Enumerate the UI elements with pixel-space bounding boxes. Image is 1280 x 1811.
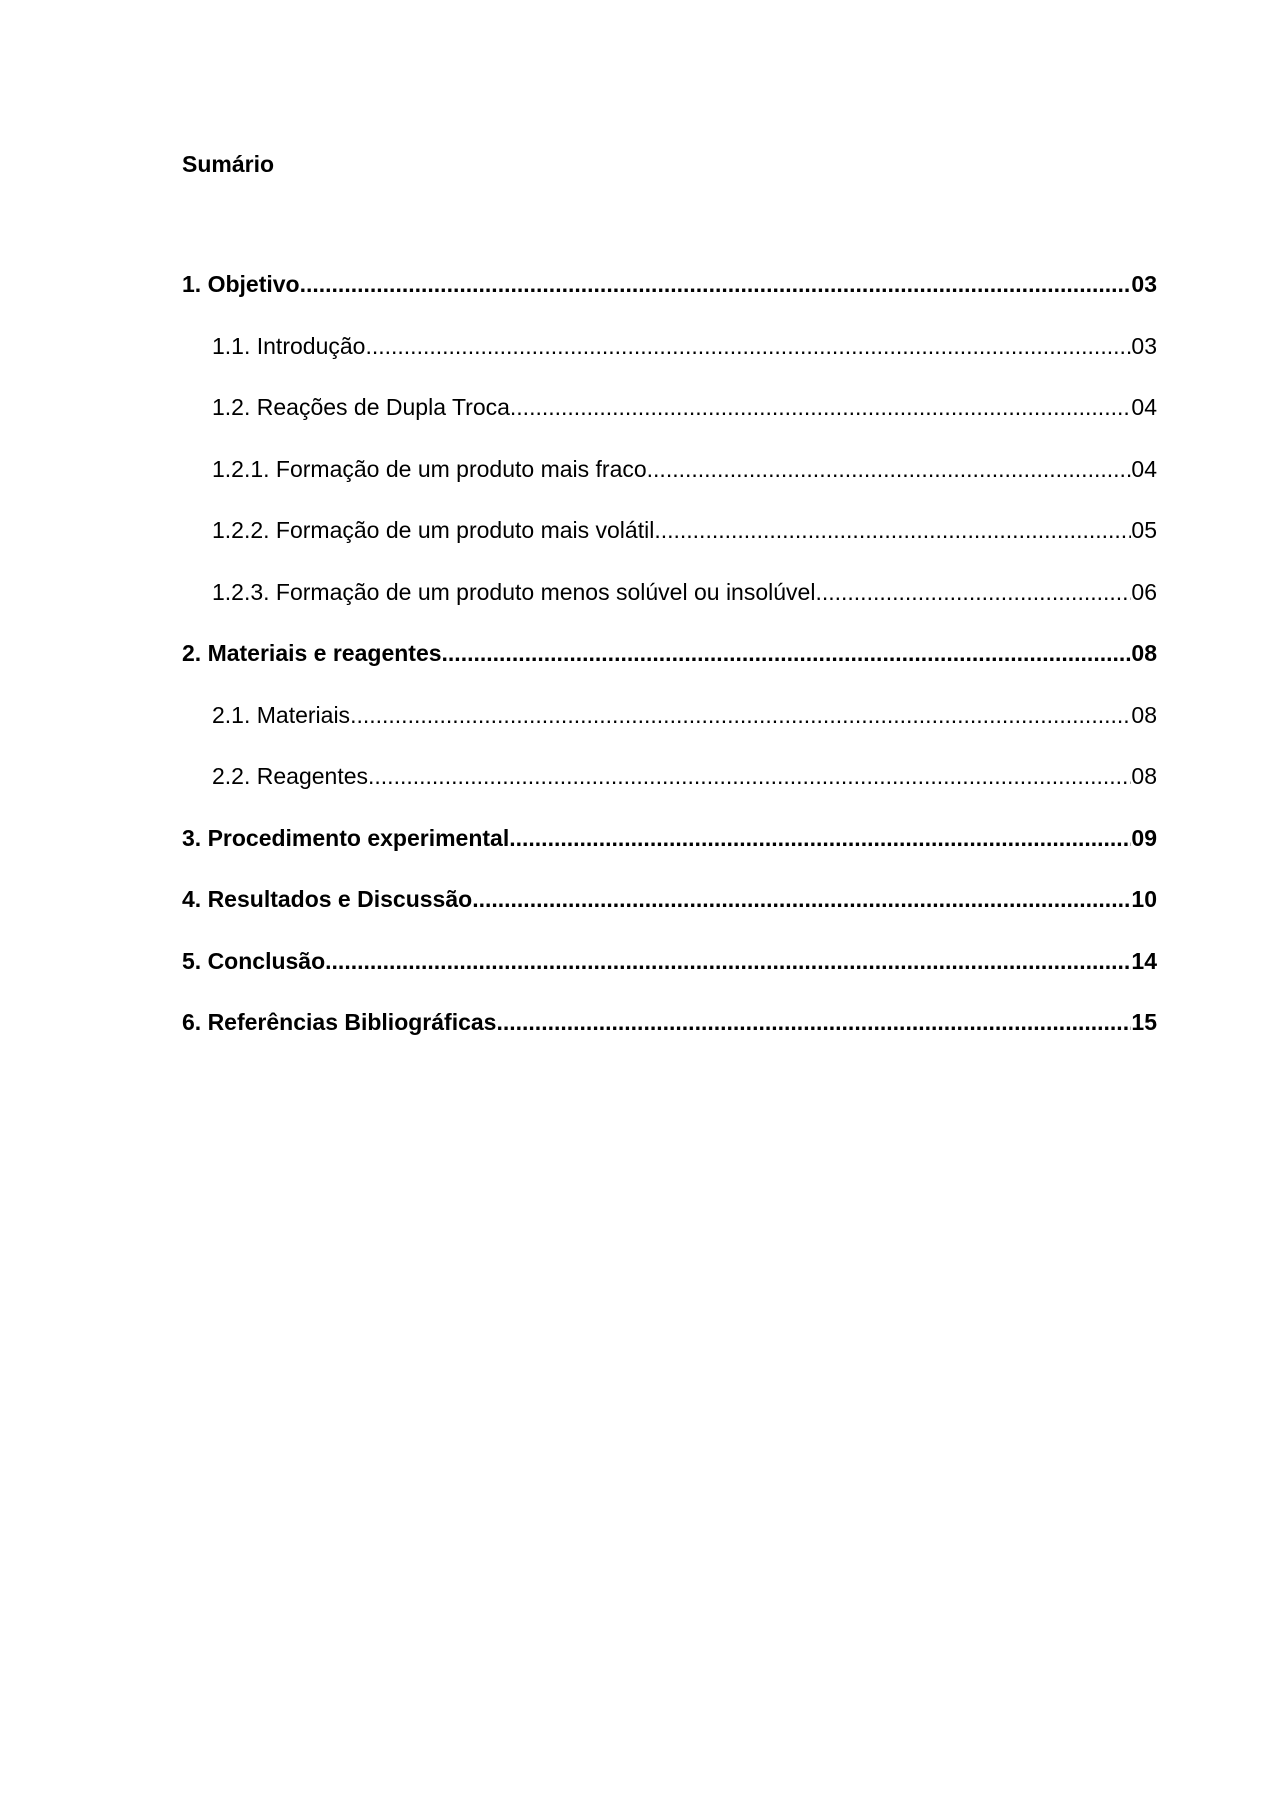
toc-entry-label: 1.2.1. Formação de um produto mais fraco [212, 455, 647, 482]
toc-entry-introducao[interactable] [182, 332, 1157, 394]
toc-page-number: 08 [1131, 701, 1157, 728]
dot-leader [815, 578, 1131, 606]
toc-entry-reagentes[interactable] [182, 762, 1157, 824]
toc-page-number: 08 [1131, 763, 1157, 789]
toc-page-number: 04 [1131, 394, 1157, 420]
table-of-contents [182, 270, 1157, 1070]
toc-entry-produto-mais-fraco[interactable] [182, 455, 1157, 517]
dot-leader [510, 393, 1132, 421]
toc-entry-label: 1.2. Reações de Dupla Troca [212, 394, 510, 420]
dot-leader [350, 701, 1131, 729]
toc-entry-label: 2.2. Reagentes [212, 763, 369, 789]
toc-entry-label: 2. Materiais e reagentes [182, 640, 442, 666]
toc-entry-label: 2.1. Materiais [212, 701, 351, 728]
dot-leader [300, 270, 1132, 298]
toc-entry-objetivo[interactable] [182, 270, 1157, 332]
toc-page-number: 09 [1131, 824, 1157, 851]
toc-entry-resultados[interactable] [182, 885, 1157, 947]
toc-entry-referencias[interactable] [182, 1008, 1157, 1070]
dot-leader [472, 885, 1131, 913]
page-title: Sumário [182, 151, 275, 177]
dot-leader [442, 639, 1132, 667]
toc-entry-produto-mais-volatil[interactable] [182, 516, 1157, 578]
toc-page-number: 06 [1131, 578, 1157, 605]
toc-page-number: 14 [1131, 947, 1157, 974]
toc-entry-label: 1. Objetivo [182, 271, 300, 297]
toc-entry-conclusao[interactable] [182, 947, 1157, 1009]
toc-entry-materiais-reagentes[interactable] [182, 639, 1157, 701]
toc-page-number: 05 [1131, 517, 1157, 543]
toc-page-number: 03 [1131, 271, 1157, 297]
toc-entry-procedimento[interactable] [182, 824, 1157, 886]
toc-entry-label: 3. Procedimento experimental [182, 824, 510, 851]
toc-entry-label: 1.2.2. Formação de um produto mais volátil [212, 517, 655, 543]
toc-entry-reacoes-dupla-troca[interactable] [182, 393, 1157, 455]
toc-entry-label: 5. Conclusão [182, 947, 326, 974]
toc-entry-label: 6. Referências Bibliográficas [182, 1009, 497, 1035]
toc-page-number: 03 [1131, 332, 1157, 359]
dot-leader [496, 1008, 1131, 1036]
toc-page-number: 04 [1131, 455, 1157, 482]
dot-leader [654, 516, 1131, 544]
toc-page-number: 15 [1131, 1009, 1157, 1035]
toc-entry-label: 4. Resultados e Discussão [182, 886, 473, 912]
toc-page-number: 08 [1131, 640, 1157, 666]
toc-entry-label: 1.2.3. Formação de um produto menos solúvel ou insolúvel [212, 578, 816, 605]
toc-entry-materiais[interactable] [182, 701, 1157, 763]
toc-page-number: 10 [1131, 886, 1157, 912]
dot-leader [325, 947, 1131, 975]
dot-leader [365, 332, 1131, 360]
dot-leader [368, 762, 1131, 790]
toc-entry-label: 1.1. Introdução [212, 332, 366, 359]
toc-entry-produto-insoluvel[interactable] [182, 578, 1157, 640]
dot-leader [647, 455, 1132, 483]
dot-leader [509, 824, 1131, 852]
